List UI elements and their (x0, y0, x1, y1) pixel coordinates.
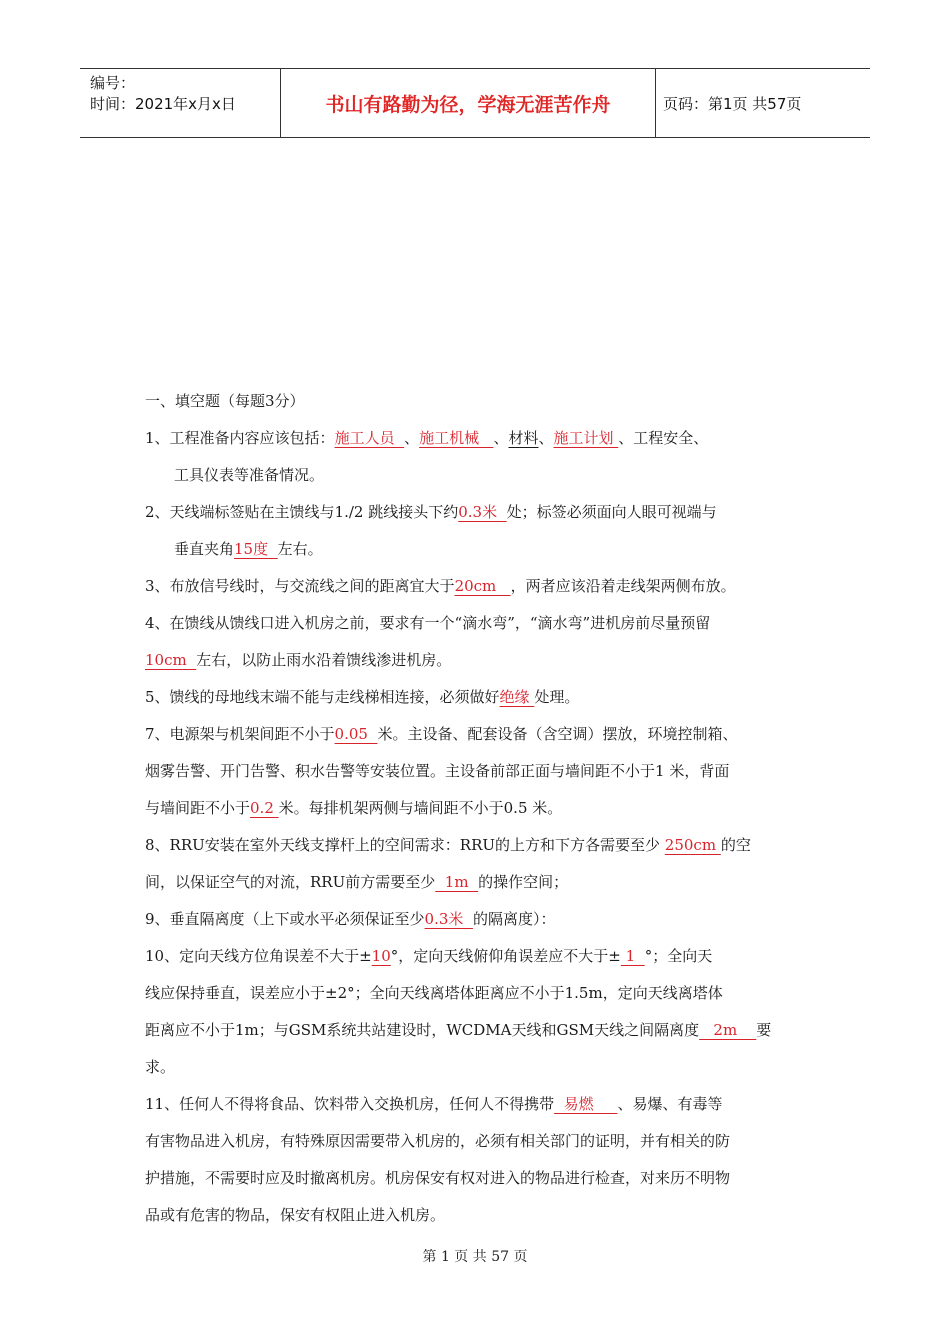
question-text: 米。主设备、配套设备（含空调）摆放，环境控制箱、 (377, 725, 738, 743)
question-11-cont: 有害物品进入机房，有特殊原因需要带入机房的，必须有相关部门的证明，并有相关的防 (145, 1132, 731, 1150)
answer-blank: 1 (620, 947, 645, 965)
question-text: 5、馈线的母地线末端不能与走线梯相连接，必须做好 (145, 688, 500, 706)
header-date: 时间：2021年x月x日 (90, 95, 236, 113)
question-10-cont: 求。 (145, 1058, 176, 1076)
separator: 、 (493, 429, 509, 447)
question-text: 左右。 (277, 540, 323, 558)
answer-blank: 0.2 (250, 799, 279, 817)
answer-blank: 施工计划 (553, 429, 619, 447)
question-10-cont: 线应保持垂直，误差应小于±2°；全向天线离塔体距离应不小于1.5m，定向天线离塔体 (145, 984, 723, 1002)
question-text: 米。每排机架两侧与墙间距不小于0.5 米。 (278, 799, 563, 817)
answer-blank: 20cm (454, 577, 511, 595)
question-text: 距离应不小于1m；与GSM系统共站建设时，WCDMA天线和GSM天线之间隔离度 (145, 1021, 700, 1039)
header-number: 编号： (90, 74, 136, 92)
question-9 (145, 901, 825, 938)
page-footer: 第 1 页 共 57 页 (422, 1249, 528, 1265)
answer-blank: 0.3米 (424, 910, 473, 928)
question-8-cont (145, 864, 825, 901)
question-text: 、易爆、有毒等 (617, 1095, 723, 1113)
question-text: 7、电源架与机架间距不小于 (145, 725, 335, 743)
question-1-cont: 工具仪表等准备情况。 (174, 466, 325, 484)
question-1 (145, 420, 825, 457)
question-number: 1、 (145, 429, 170, 447)
question-11 (145, 1086, 825, 1123)
question-text: ，两者应该沿着走线架两侧布放。 (510, 577, 736, 595)
question-text: 9、垂直隔离度（上下或水平必须保证至少 (145, 910, 425, 928)
document-header (80, 68, 870, 138)
question-5 (145, 679, 825, 716)
question-text: 10、定向天线方位角误差不大于± (145, 947, 372, 965)
question-text: 的隔离度）： (472, 910, 556, 928)
separator: 、 (538, 429, 554, 447)
answer-blank: 0.3米 (458, 503, 507, 521)
question-8 (145, 827, 825, 864)
question-text: °，定向天线俯仰角误差应不大于± (390, 947, 621, 965)
question-text: 布放信号线时，与交流线之间的距离宜大于 (169, 577, 455, 595)
header-divider (655, 69, 656, 137)
question-number: 3、 (145, 577, 170, 595)
question-11-cont: 护措施，不需要时应及时撤离机房。机房保安有权对进入的物品进行检查，对来历不明物 (145, 1169, 731, 1187)
question-text: 的操作空间； (478, 873, 569, 891)
question-number: 2、 (145, 503, 170, 521)
separator: 、 (404, 429, 420, 447)
answer-blank: 材料 (508, 429, 539, 447)
question-text: 处理。 (534, 688, 580, 706)
question-text: 间，以保证空气的对流，RRU前方需要至少 (145, 873, 436, 891)
question-10 (145, 938, 825, 975)
question-text: 处；标签必须面向人眼可视端与 (506, 503, 717, 521)
answer-blank: 10 (371, 947, 391, 965)
answer-blank: 2m (699, 1021, 757, 1039)
question-3 (145, 568, 825, 605)
question-7-cont (145, 790, 825, 827)
header-page-info: 页码：第1页 共57页 (663, 94, 802, 113)
question-4-cont (145, 642, 825, 679)
question-text: 天线端标签贴在主馈线与1./2 跳线接头下约 (169, 503, 459, 521)
answer-blank: 易燃 (554, 1095, 618, 1113)
header-meta (90, 73, 280, 115)
document-body (145, 383, 825, 1234)
answer-blank: 绝缘 (499, 688, 535, 706)
question-text: 垂直夹角 (174, 540, 235, 558)
question-7-cont: 烟雾告警、开门告警、积水告警等安装位置。主设备前部正面与墙间距不小于1 米，背面 (145, 762, 730, 780)
section-title: 一、填空题（每题3分） (145, 392, 305, 410)
question-number: 8、 (145, 836, 170, 854)
answer-blank: 施工机械 (419, 429, 494, 447)
question-2-cont (145, 531, 825, 568)
answer-blank: 250cm (664, 836, 721, 854)
question-text: 与墙间距不小于 (145, 799, 251, 817)
question-text: 要 (756, 1021, 772, 1039)
answer-blank: 15度 (234, 540, 278, 558)
question-text: 11、任何人不得将食品、饮料带入交换机房，任何人不得携带 (145, 1095, 555, 1113)
question-2 (145, 494, 825, 531)
answer-blank: 施工人员 (334, 429, 405, 447)
answer-blank: 1m (435, 873, 479, 891)
question-text: 工程准备内容应该包括： (169, 429, 335, 447)
question-10-cont (145, 1012, 825, 1049)
question-text: 、工程安全、 (618, 429, 709, 447)
question-7 (145, 716, 825, 753)
question-text: °；全向天 (644, 947, 713, 965)
question-text: 的空 (720, 836, 751, 854)
answer-blank: 10cm (145, 651, 197, 669)
header-motto: 书山有路勤为径，学海无涯苦作舟 (325, 93, 611, 116)
question-11-cont: 品或有危害的物品，保安有权阻止进入机房。 (145, 1206, 446, 1224)
answer-blank: 0.05 (334, 725, 378, 743)
question-text: RRU安装在室外天线支撑杆上的空间需求：RRU的上方和下方各需要至少 (169, 836, 665, 854)
question-text: 左右，以防止雨水沿着馈线渗进机房。 (196, 651, 452, 669)
question-4: 4、在馈线从馈线口进入机房之前，要求有一个“滴水弯”，“滴水弯”进机房前尽量预留 (145, 614, 711, 632)
